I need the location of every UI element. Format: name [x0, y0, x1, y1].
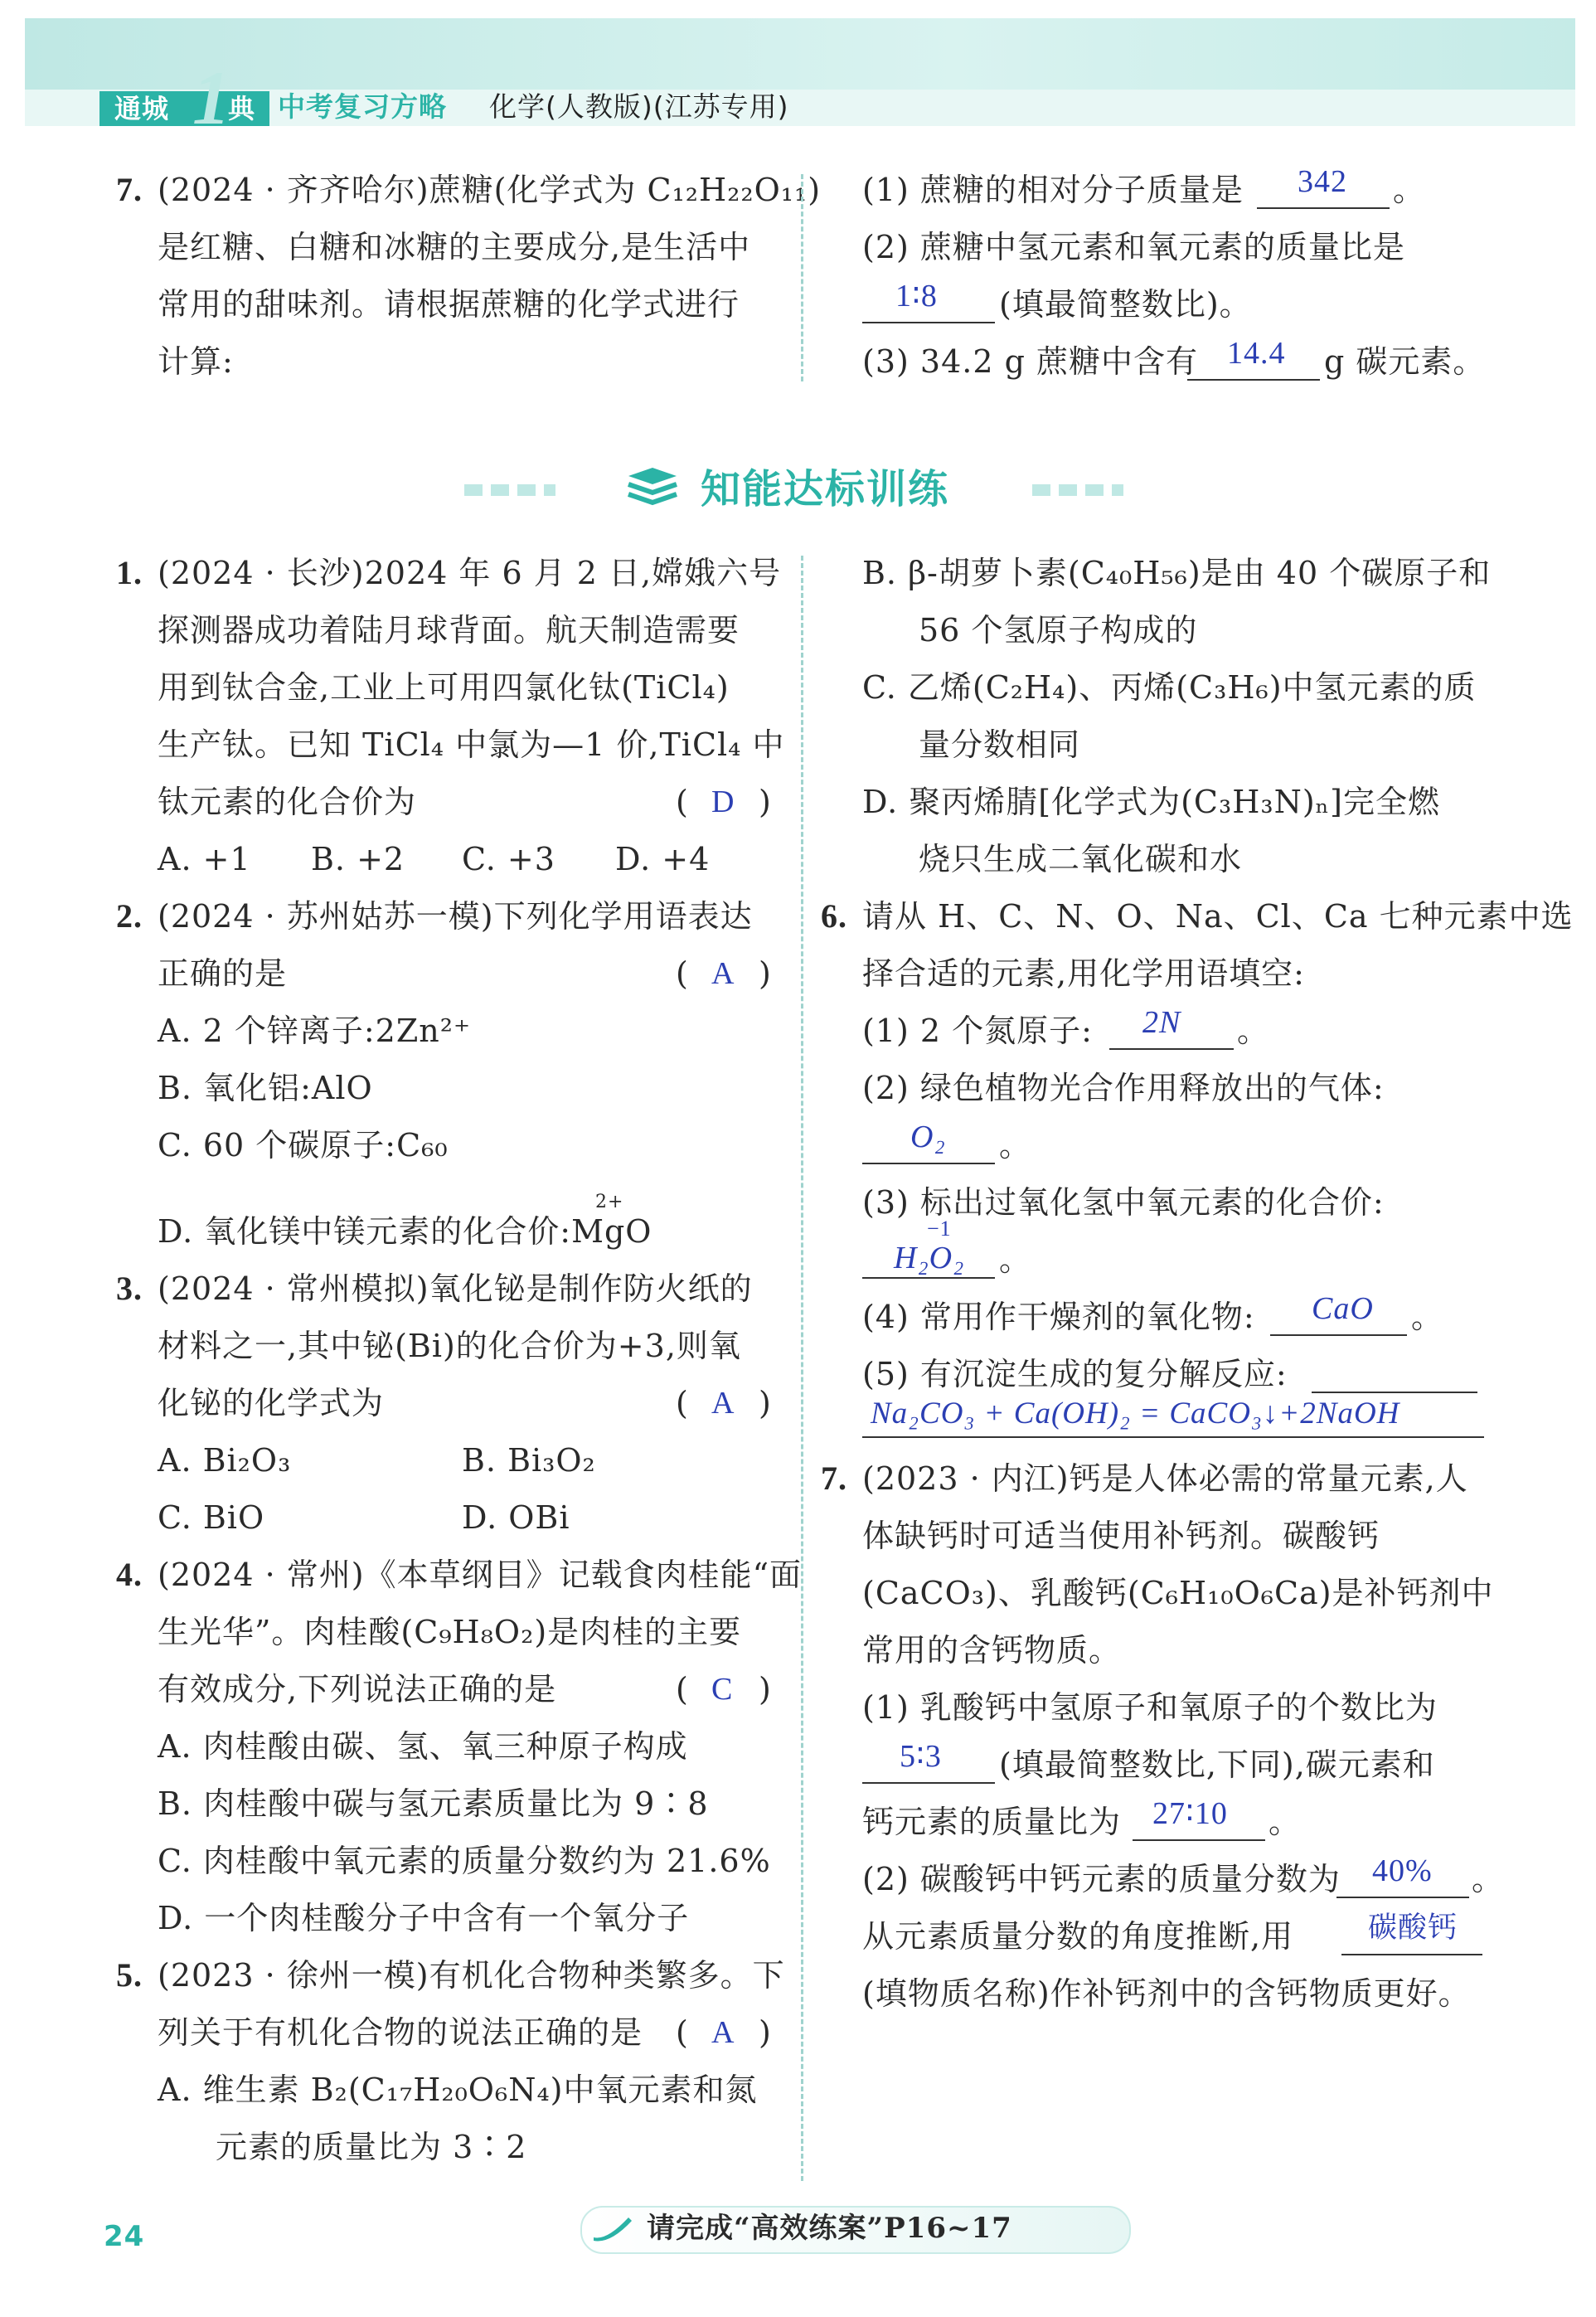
answer-choice: D [711, 784, 735, 819]
page-number: 24 [104, 2220, 145, 2253]
answer-blank [862, 1277, 995, 1279]
q7-part3: (3) 34.2 g 蔗糖中含有 [862, 343, 1198, 380]
answer-blank [1312, 1392, 1477, 1393]
question-number: 2. [116, 897, 143, 935]
header-banner [25, 18, 1575, 93]
answer-text: O₂ [910, 1120, 946, 1154]
question-number: 7. [821, 1460, 847, 1497]
answer-blank [862, 1163, 995, 1164]
answer-blank [862, 1782, 995, 1784]
q7-part1: (1) 乳酸钙中氢原子和氧原子的个数比为 [862, 1689, 1438, 1726]
answer-bracket-open: ( [676, 784, 689, 820]
answer-choice: A [711, 2015, 735, 2050]
q7-part2: (2) 蔗糖中氢元素和氧元素的质量比是 [862, 229, 1405, 265]
q6-part1: (1) 2 个氮原子: [862, 1013, 1093, 1049]
book-icon [623, 464, 682, 511]
answer-text: 14.4 [1227, 336, 1286, 371]
answer-blank [1341, 1954, 1482, 1955]
q7-part2: (2) 碳酸钙中钙元素的质量分数为 [862, 1861, 1341, 1897]
answer-blank [1133, 1839, 1265, 1841]
answer-text: 40% [1372, 1853, 1433, 1888]
q6-part2: (2) 绿色植物光合作用释放出的气体: [862, 1070, 1385, 1106]
answer-text: 2N [1142, 1005, 1181, 1040]
brand-mark: 1 [192, 56, 231, 140]
answer-blank [1187, 379, 1320, 381]
question-number: 6. [821, 897, 847, 935]
answer-text: H₂O₂ [894, 1241, 965, 1275]
footer-note: 请完成“高效练案”P16~17 [647, 2212, 1012, 2245]
valence-label: 2+ [595, 1192, 624, 1212]
answer-choice: C [711, 1672, 734, 1707]
column-divider [801, 556, 803, 2181]
question-number: 4. [116, 1556, 143, 1593]
answer-blank [1336, 1897, 1469, 1898]
question-number: 7. [116, 171, 143, 208]
q6-part4: (4) 常用作干燥剂的氧化物: [862, 1299, 1255, 1335]
pencil-icon [590, 2213, 633, 2244]
answer-bracket-close: ) [759, 784, 772, 820]
column-divider-top [801, 174, 803, 381]
answer-blank [1257, 207, 1390, 209]
answer-text: 5∶3 [900, 1739, 942, 1774]
series-title: 中考复习方略 [278, 90, 447, 123]
brand-name: 通城 [114, 93, 170, 124]
answer-choice: A [711, 1386, 735, 1421]
title-deco-right [1032, 484, 1123, 496]
answer-blank [1109, 1048, 1234, 1050]
q7-part1: (1) 蔗糖的相对分子质量是 [862, 172, 1244, 208]
title-deco-left [464, 484, 555, 496]
valence-mark: −1 [927, 1217, 952, 1241]
question-number: 1. [116, 554, 143, 591]
answer-equation: Na₂CO₃ + Ca(OH)₂ = CaCO₃↓+2NaOH [871, 1397, 1400, 1431]
q6-part3: (3) 标出过氧化氢中氧元素的化合价: [862, 1184, 1385, 1221]
q6-part5: (5) 有沉淀生成的复分解反应: [862, 1356, 1288, 1392]
brand-name-2: 典 [228, 93, 256, 124]
answer-choice: A [711, 956, 735, 991]
question-number: 5. [116, 1956, 143, 1994]
answer-text: CaO [1312, 1291, 1374, 1326]
section-title: 知能达标训练 [701, 466, 950, 512]
answer-blank [862, 322, 995, 323]
answer-text: 碳酸钙 [1368, 1911, 1458, 1945]
subject-title: 化学(人教版)(江苏专用) [489, 90, 789, 123]
question-number: 3. [116, 1270, 143, 1307]
answer-text: 27∶10 [1152, 1796, 1228, 1831]
answer-blank [862, 1436, 1484, 1438]
answer-text: 342 [1298, 164, 1347, 199]
answer-text: 1∶8 [895, 279, 938, 313]
answer-blank [1270, 1334, 1407, 1336]
